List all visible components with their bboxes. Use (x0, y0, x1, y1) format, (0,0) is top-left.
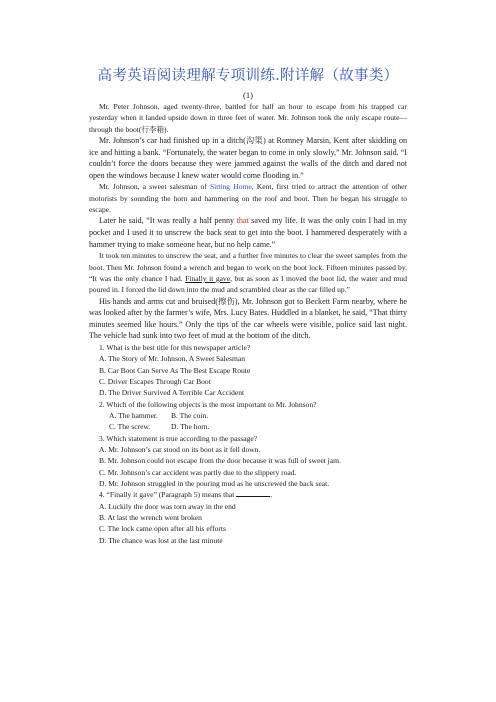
question-stem: 2. Which of the following objects is the most important to Mr. Johnson? (99, 399, 317, 409)
paragraph-1: Mr. Peter Johnson, aged twenty-three, battled for half an hour to escape from his trapped car yesterday when it landed upside down in three feet of water. Mr. Johnson took the only escape route—through the boot(行李箱). (89, 102, 407, 134)
paragraph-3-text: Mr. Johnson, a sweet salesman of (99, 182, 210, 192)
article-body (89, 101, 407, 546)
option-row (89, 410, 407, 421)
paragraph-3 (89, 181, 407, 215)
option-b: B. Car Boot Can Serve As The Best Escape Route (99, 365, 251, 375)
option-d: D. The horn. (171, 422, 210, 432)
paragraph-3-text-end: , Kent, first tried to attract the attention of other motorists by sounding the horn and hammering on the roof and boot. Then he began his struggle to escape. (89, 182, 407, 215)
option-a: A. Mr. Johnson’s car stood on its boot as it fell down. (99, 445, 261, 455)
question-1 (89, 342, 407, 399)
question-stem: 1. What is the best title for this newspaper article? (99, 342, 251, 352)
question-2 (89, 399, 407, 433)
option-d: D. The Driver Survived A Terrible Car Accident (99, 388, 245, 398)
option-c: C. Mr. Johnson’s car accident was partly due to the slippery road. (99, 467, 297, 477)
word-highlight: that (236, 216, 249, 226)
option-c: C. The lock came open after all his efforts (99, 524, 226, 534)
section-number: (1) (243, 90, 253, 100)
option-row (89, 421, 407, 432)
question-stem: 3. Which statement is true according to the passage? (99, 433, 258, 443)
option-a: A. Luckily the door was torn away in the end (99, 501, 236, 511)
question-stem-end: . (270, 490, 273, 500)
question-stem (89, 489, 407, 500)
answer-blank (236, 489, 273, 500)
question-4 (89, 489, 407, 546)
option-d: D. Mr. Johnson struggled in the pouring mud as he unscrewed the back seat. (99, 479, 330, 489)
option-b: B. Mr. Johnson could not escape from the door because it was full of sweet jam. (99, 456, 341, 466)
option-b: B. At last the wrench went broken (99, 513, 202, 523)
paragraph-2: Mr. Johnson’s car had finished up in a ditch(沟渠) at Romney Marsin, Kent after skidding on ice and hitting a bank. “Fortunately, the water began to come in only slowly,” Mr. Johnson said. “I couldn’t force the doors because they were jammed against the walls of the ditch and dared not open the windows because I knew water would come flooding in.” (89, 136, 407, 180)
paragraph-5-text: It took ten minutes to unscrew the seat, and a further five minutes to clear the sweet samples from the boot. Then Mr. Johnson found a wrench and began to work on the boot lock. Fifteen minutes passed by. “It was the only chance I had. (89, 251, 407, 283)
paragraph-4-text-end: saved my life. It was the only coin I had in my pocket and I used it to unscrew the back seat to get into the boot. I hammered desperately with a hammer trying to make someone hear, but no help came.” (89, 216, 407, 249)
option-c: C. The screw. (109, 422, 151, 432)
document-title: 高考英语阅读理解专项训练.附详解（故事类） (97, 68, 399, 84)
paragraph-6: His hands and arms cut and bruised(擦伤), Mr. Johnson got to Beckett Farm nearby, where he was looked after by the farmer’s wife, Mrs. Lucy Bates. Huddled in a blanket, he said, “That thirty minutes seemed like hours.” Only the tips of the car wheels were visible, police said last night. The vehicle had sunk into two feet of mud at the bottom of the ditch. (89, 296, 407, 341)
question-3 (89, 433, 407, 490)
paragraph-4-text: Later he said, “It was really a half penny (99, 216, 237, 226)
place-name-highlight: Sitting Home (209, 182, 252, 192)
option-a: A. The Story of Mr. Johnson, A Sweet Salesman (99, 354, 245, 364)
option-d: D. The chance was lost at the last minute (99, 535, 223, 545)
paragraph-5-text-end: , but as soon as I moved the boot lid, the water and mud poured in. I forced the lid down into the mud and scrambled clear as the car filled up.” (89, 273, 407, 295)
paragraph-5 (89, 250, 407, 295)
option-a: A. The hammer. (109, 411, 158, 421)
paragraph-4 (89, 215, 407, 250)
option-b: B. The coin. (171, 411, 209, 421)
underlined-phrase: Finally it gave (185, 273, 231, 283)
question-stem-text: 4. “Finally it gave” (Paragraph 5) means that (99, 490, 237, 500)
option-c: C. Driver Escapes Through Car Boot (99, 377, 211, 386)
